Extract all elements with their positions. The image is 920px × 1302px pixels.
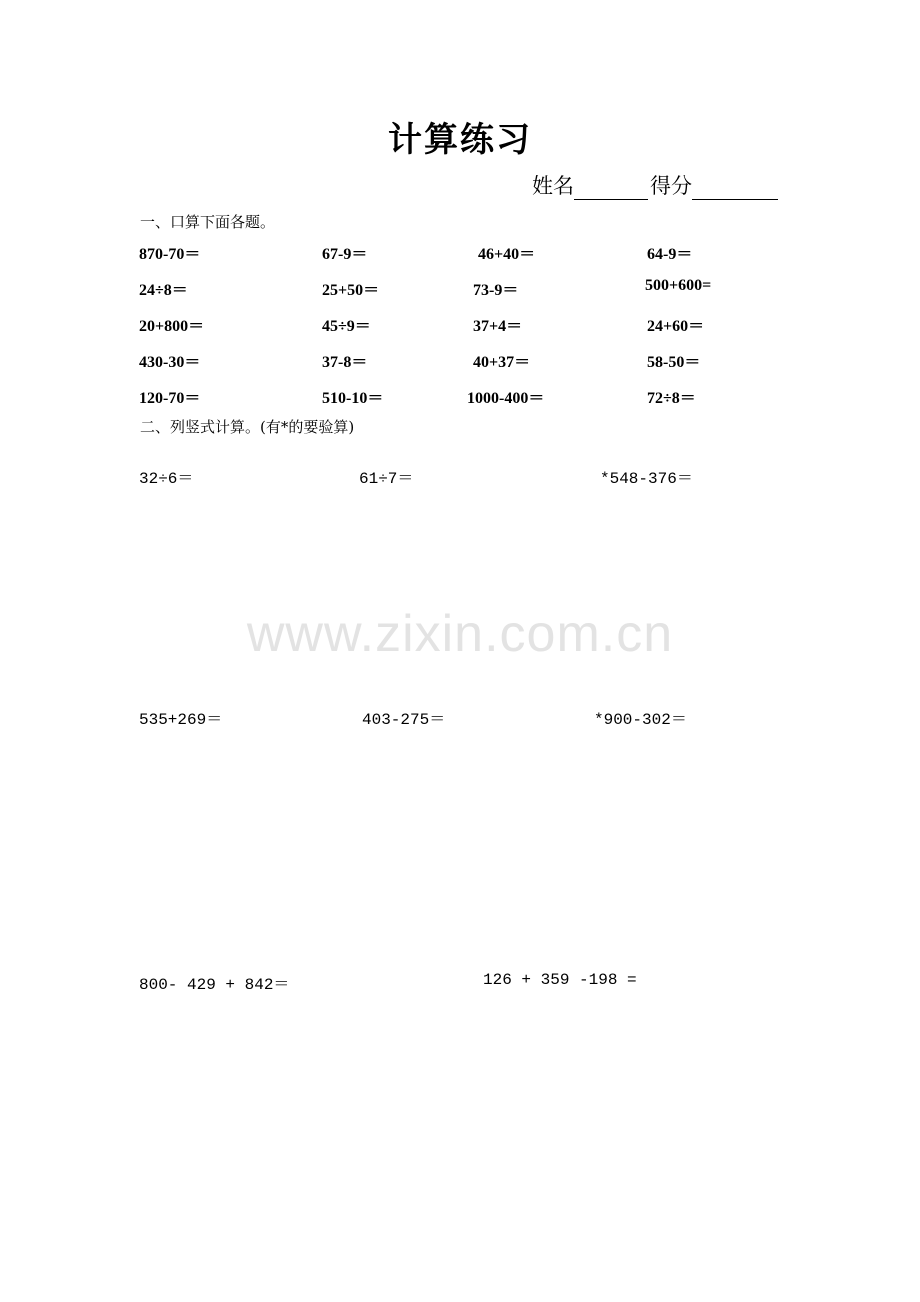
problem: 72÷8＝ xyxy=(647,390,696,407)
problem: 1000-400＝ xyxy=(467,390,545,407)
watermark: www.zixin.com.cn xyxy=(246,605,674,663)
vertical-problem: *900-302＝ xyxy=(594,711,687,729)
problem: 24+60＝ xyxy=(647,318,705,335)
problem: 45÷9＝ xyxy=(322,318,371,335)
score-blank[interactable] xyxy=(692,175,778,200)
problem: 64-9＝ xyxy=(647,246,693,263)
problem: 25+50＝ xyxy=(322,282,380,299)
score-label: 得分 xyxy=(650,174,692,198)
section2-heading: 二、列竖式计算。(有*的要验算) xyxy=(140,418,355,436)
vertical-problem: 403-275＝ xyxy=(362,711,446,729)
problem: 40+37＝ xyxy=(473,354,531,371)
page-title: 计算练习 xyxy=(388,120,532,160)
problem: 24÷8＝ xyxy=(139,282,188,299)
problem: 510-10＝ xyxy=(322,390,384,407)
problem: 37+4＝ xyxy=(473,318,523,335)
problem: 20+800＝ xyxy=(139,318,205,335)
vertical-problem: 535+269＝ xyxy=(139,711,223,729)
problem: 120-70＝ xyxy=(139,390,201,407)
vertical-problem: 800- 429 + 842＝ xyxy=(139,976,290,994)
problem: 73-9＝ xyxy=(473,282,519,299)
problem: 37-8＝ xyxy=(322,354,368,371)
problem: 430-30＝ xyxy=(139,354,201,371)
vertical-problem: 126 + 359 -198 = xyxy=(483,971,637,989)
problem: 58-50＝ xyxy=(647,354,701,371)
problem: 67-9＝ xyxy=(322,246,368,263)
problem: 500+600= xyxy=(645,277,712,294)
vertical-problem: 32÷6＝ xyxy=(139,470,194,488)
problem: 870-70＝ xyxy=(139,246,201,263)
name-blank[interactable] xyxy=(574,175,648,200)
vertical-problem: 61÷7＝ xyxy=(359,470,414,488)
problem: 46+40＝ xyxy=(478,246,536,263)
name-score-line xyxy=(532,170,780,200)
name-label: 姓名 xyxy=(532,174,574,198)
section1-heading: 一、口算下面各题。 xyxy=(140,213,276,231)
vertical-problem: *548-376＝ xyxy=(600,470,693,488)
